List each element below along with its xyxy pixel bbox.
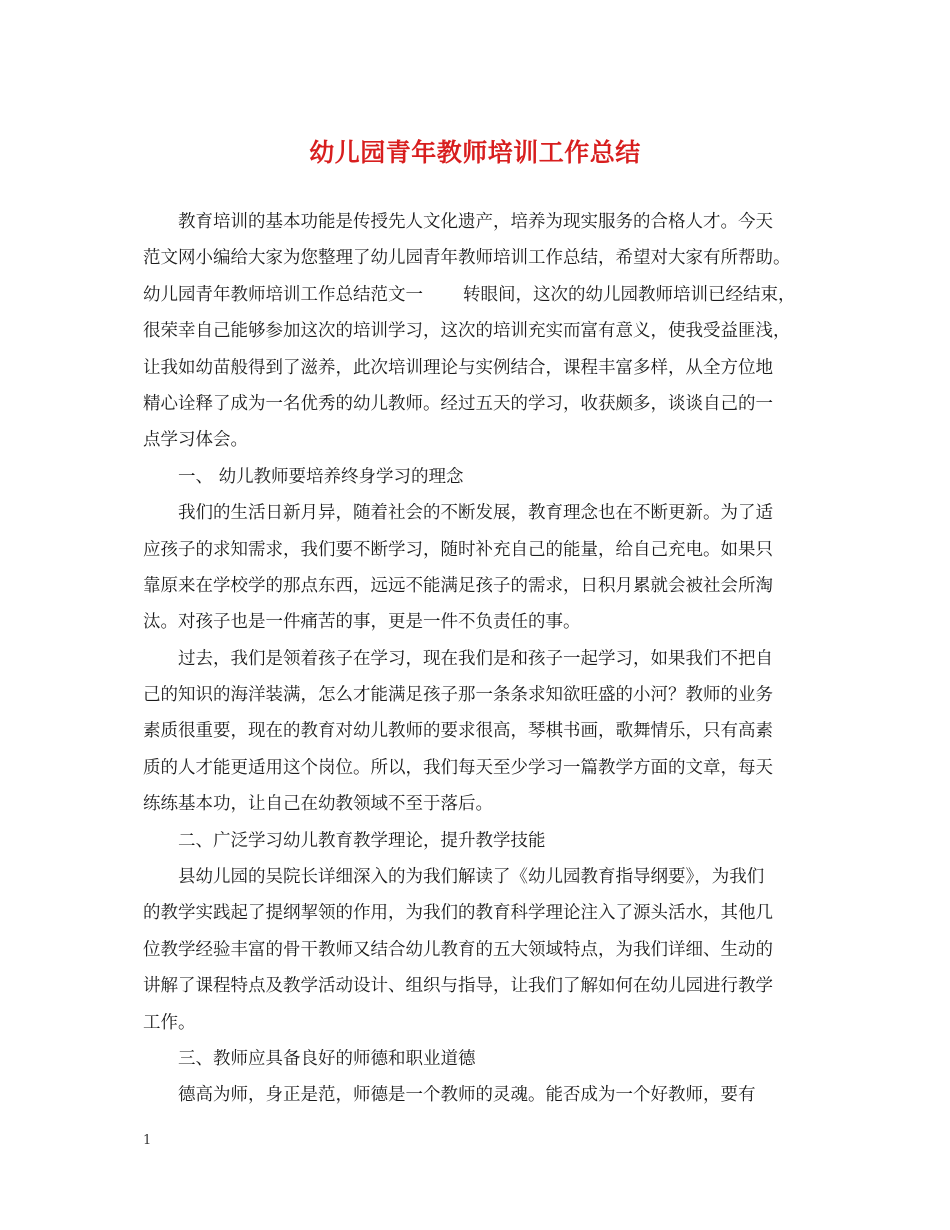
paragraph-text: 转眼间，这次的幼儿园教师培训已经结束， — [463, 284, 796, 305]
document-body — [143, 204, 833, 1114]
paragraph-line: 的教学实践起了提纲挈领的作用，为我们的教育科学理论注入了源头活水，其他几 — [143, 903, 773, 924]
section-heading: 一、 幼儿教师要培养终身学习的理念 — [178, 466, 464, 487]
paragraph-line: 点学习体会。 — [143, 430, 248, 451]
paragraph-line — [143, 277, 833, 313]
paragraph-line: 应孩子的求知需求，我们要不断学习，随时补充自己的能量，给自己充电。如果只 — [143, 539, 773, 560]
paragraph-line: 县幼儿园的吴院长详细深入的为我们解读了《幼儿园教育指导纲要》，为我们 — [178, 867, 765, 888]
section-heading: 幼儿园青年教师培训工作总结范文一 — [143, 284, 423, 305]
paragraph-line: 质的人才能更适用这个岗位。所以，我们每天至少学习一篇教学方面的文章，每天 — [143, 757, 773, 778]
paragraph-line: 靠原来在学校学的那点东西，远远不能满足孩子的需求，日积月累就会被社会所淘 — [143, 575, 773, 596]
section-heading: 二、广泛学习幼儿教育教学理论，提升教学技能 — [178, 830, 546, 851]
paragraph-line: 过去，我们是领着孩子在学习，现在我们是和孩子一起学习，如果我们不把自 — [178, 648, 773, 669]
paragraph-line: 我们的生活日新月异，随着社会的不断发展，教育理念也在不断更新。为了适 — [178, 503, 773, 524]
paragraph-line: 德高为师，身正是范，师德是一个教师的灵魂。能否成为一个好教师，要有 — [178, 1085, 756, 1106]
paragraph-line: 让我如幼苗般得到了滋养，此次培训理论与实例结合，课程丰富多样，从全方位地 — [143, 357, 773, 378]
section-heading: 三、教师应具备良好的师德和职业道德 — [178, 1048, 476, 1069]
paragraph-line: 范文网小编给大家为您整理了幼儿园青年教师培训工作总结，希望对大家有所帮助。 — [143, 248, 791, 269]
paragraph-line: 教育培训的基本功能是传授先人文化遗产，培养为现实服务的合格人才。今天 — [178, 212, 773, 232]
paragraph-line: 位教学经验丰富的骨干教师又结合幼儿教育的五大领域特点，为我们详细、生动的 — [143, 939, 773, 960]
page-number: 1 — [143, 1133, 152, 1148]
paragraph-line: 己的知识的海洋装满，怎么才能满足孩子那一条条求知欲旺盛的小河？教师的业务 — [143, 685, 773, 706]
paragraph-line: 很荣幸自己能够参加这次的培训学习，这次的培训充实而富有意义，使我受益匪浅， — [143, 321, 791, 342]
paragraph-line: 讲解了课程特点及教学活动设计、组织与指导，让我们了解如何在幼儿园进行教学 — [143, 976, 773, 997]
paragraph-line: 练练基本功，让自己在幼教领域不至于落后。 — [143, 794, 493, 815]
paragraph-line: 汰。对孩子也是一件痛苦的事，更是一件不负责任的事。 — [143, 612, 581, 633]
paragraph-line: 工作。 — [143, 1012, 196, 1033]
document-title: 幼儿园青年教师培训工作总结 — [309, 138, 641, 167]
paragraph-line: 素质很重要，现在的教育对幼儿教师的要求很高，琴棋书画，歌舞情乐，只有高素 — [143, 721, 773, 742]
paragraph-line: 精心诠释了成为一名优秀的幼儿教师。经过五天的学习，收获颇多，谈谈自己的一 — [143, 393, 773, 414]
